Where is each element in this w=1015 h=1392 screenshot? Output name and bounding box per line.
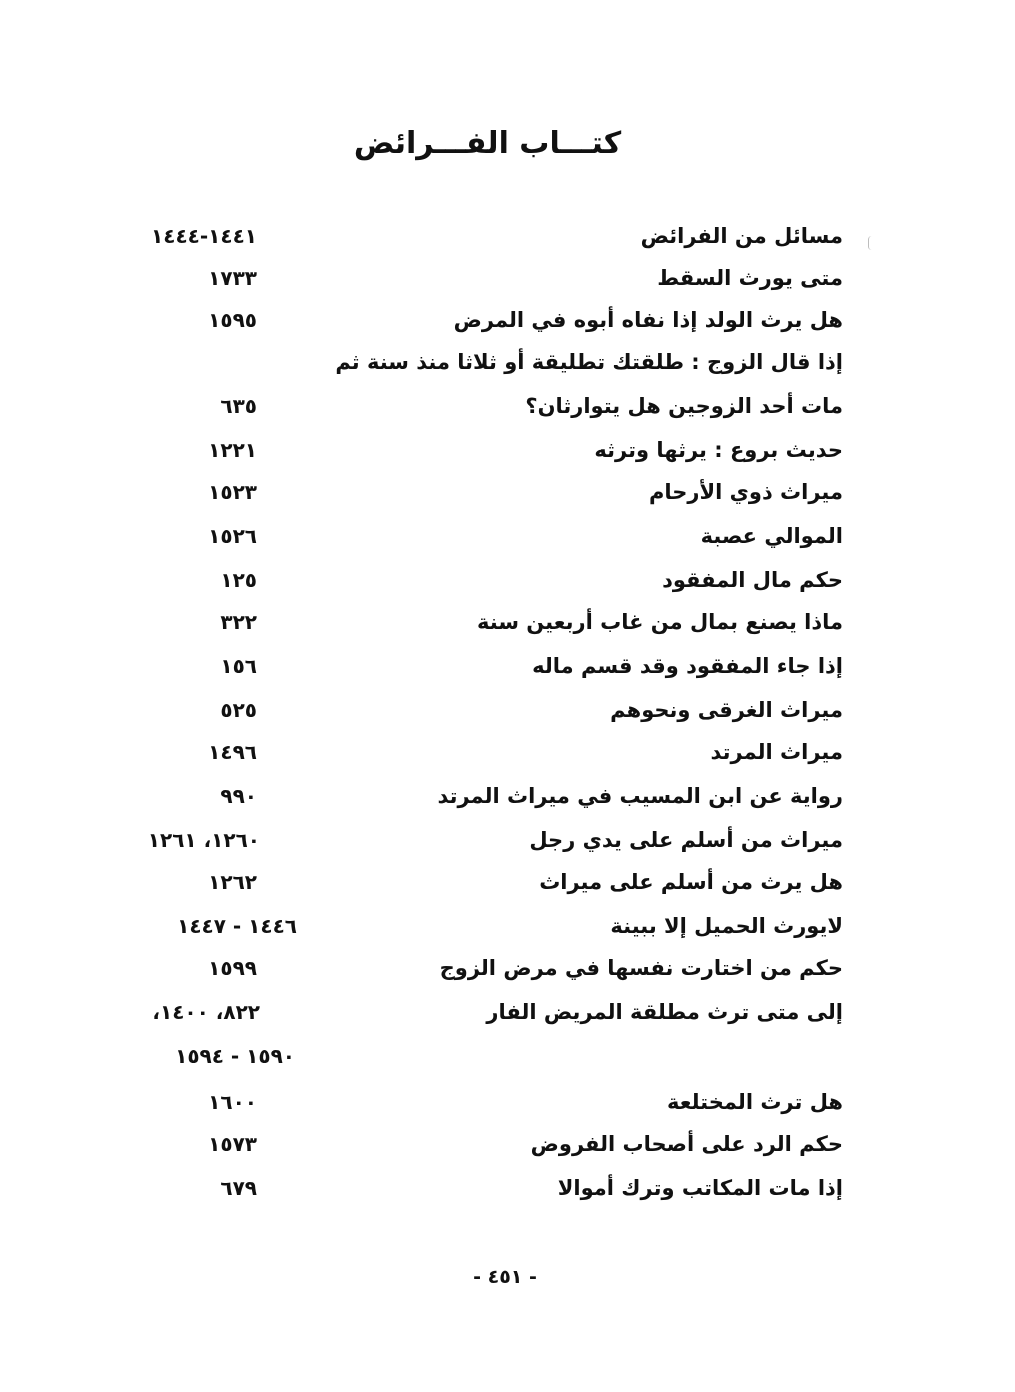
entry-topic: ميراث من أسلم على يدي رجل — [529, 828, 843, 852]
index-entry — [0, 1168, 1015, 1208]
entry-page-ref: ١٢٥ — [220, 568, 257, 592]
entry-page-ref: ١٥٢٦ — [208, 524, 257, 548]
entry-topic: إذا مات المكاتب وترك أموالا — [557, 1176, 843, 1200]
entry-topic: هل يرث من أسلم على ميراث — [539, 870, 843, 894]
index-entry — [0, 646, 1015, 686]
entry-page-ref: ١٢٦٢ — [208, 870, 257, 894]
entry-topic: مات أحد الزوجين هل يتوارثان؟ — [525, 394, 843, 418]
entry-topic: مسائل من الفرائض — [640, 224, 843, 248]
index-entry — [0, 386, 1015, 426]
entry-page-ref: ١٤٩٦ — [208, 740, 257, 764]
entry-topic: حكم من اختارت نفسها في مرض الزوج — [439, 956, 843, 980]
entry-page-ref: ١٤٤٦ - ١٤٤٧ — [177, 914, 297, 938]
index-entry — [0, 258, 1015, 298]
entry-page-ref: ٩٩٠ — [220, 784, 257, 808]
index-entry — [0, 216, 1015, 256]
index-entry — [0, 1124, 1015, 1164]
index-entry — [0, 820, 1015, 860]
entry-topic: إذا قال الزوج : طلقتك تطليقة أو ثلاثا منذ سنة ثم — [335, 350, 843, 374]
page-number: - ٤٥١ - — [473, 1266, 537, 1288]
entry-page-ref: ١٦٠٠ — [208, 1090, 257, 1114]
entry-page-ref: ١٧٣٣ — [208, 266, 257, 290]
entry-topic: لايورث الحميل إلا ببينة — [610, 914, 843, 938]
entry-page-ref: ١٤٤١-١٤٤٤ — [151, 224, 257, 248]
entry-page-ref: ٦٣٥ — [220, 394, 257, 418]
index-entry — [0, 472, 1015, 512]
entry-page-ref: ١٢٦٠، ١٢٦١ — [147, 828, 260, 852]
entry-topic: الموالي عصبة — [700, 524, 843, 548]
index-entry — [0, 342, 1015, 382]
entry-page-ref: ١٥٩٠ - ١٥٩٤ — [175, 1044, 295, 1068]
entry-topic: ميراث ذوي الأرحام — [649, 480, 843, 504]
entry-page-ref: ١٥٩٥ — [208, 308, 257, 332]
entry-topic: إلى متى ترث مطلقة المريض الفار — [486, 1000, 843, 1024]
entry-page-ref: ٥٢٥ — [220, 698, 257, 722]
entry-page-ref: ١٥٢٣ — [208, 480, 257, 504]
index-entry — [0, 560, 1015, 600]
entry-page-ref: ١٥٧٣ — [208, 1132, 257, 1156]
entry-topic: حكم الرد على أصحاب الفروض — [530, 1132, 843, 1156]
entry-page-ref: ١٥٩٩ — [208, 956, 257, 980]
entry-topic: هل ترث المختلعة — [666, 1090, 843, 1114]
entry-topic: ميراث الغرقى ونحوهم — [610, 698, 843, 722]
page-title: كتـــاب الفـــرائض — [353, 126, 622, 161]
index-entry — [0, 430, 1015, 470]
index-entry — [0, 300, 1015, 340]
index-entry — [0, 906, 1015, 946]
entry-topic: متى يورث السقط — [657, 266, 843, 290]
entry-topic: هل يرث الولد إذا نفاه أبوه في المرض — [453, 308, 843, 332]
entry-page-ref: ٦٧٩ — [220, 1176, 257, 1200]
entry-topic: حديث بروع : يرثها وترثه — [594, 438, 843, 462]
index-entry — [0, 1082, 1015, 1122]
index-entry — [0, 602, 1015, 642]
entry-page-ref: ١٥٦ — [220, 654, 257, 678]
entry-page-ref: ١٢٢١ — [208, 438, 257, 462]
entry-topic: إذا جاء المفقود وقد قسم ماله — [532, 654, 843, 678]
index-entry — [0, 992, 1015, 1032]
entry-topic: رواية عن ابن المسيب في ميراث المرتد — [437, 784, 843, 808]
entry-topic: ماذا يصنع بمال من غاب أربعين سنة — [477, 610, 843, 634]
index-entry — [0, 732, 1015, 772]
index-entry — [0, 862, 1015, 902]
index-entry — [0, 690, 1015, 730]
index-entry — [0, 1036, 1015, 1076]
index-entry — [0, 948, 1015, 988]
entry-topic: حكم مال المفقود — [662, 568, 843, 592]
index-entry — [0, 516, 1015, 556]
scan-edge-mark — [868, 236, 875, 250]
index-entry — [0, 776, 1015, 816]
entry-topic: ميراث المرتد — [710, 740, 843, 764]
entry-page-ref: ٣٢٢ — [220, 610, 257, 634]
entry-page-ref: ٨٢٢، ١٤٠٠، — [152, 1000, 260, 1024]
